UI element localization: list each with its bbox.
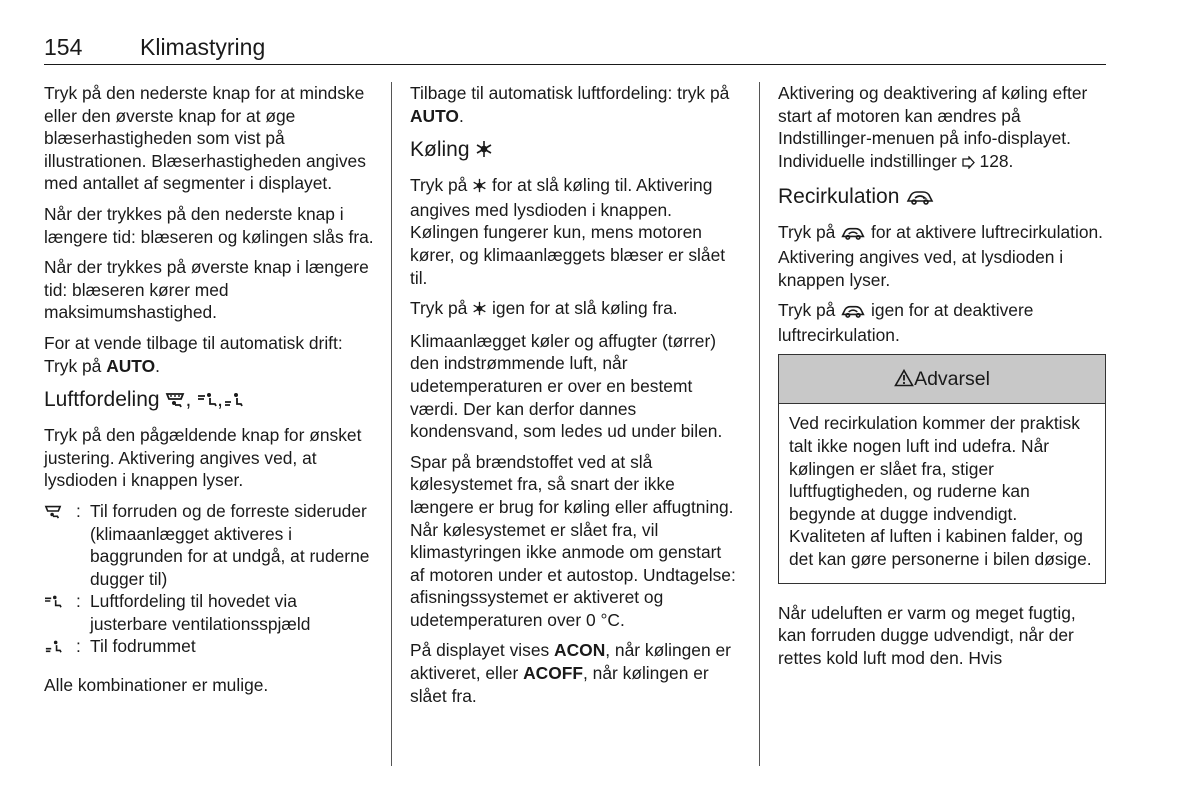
paragraph: Alle kombinationer er mulige. [44,675,269,696]
section-heading-koling [410,137,740,165]
paragraph: Tryk på den pågældende knap for ønsket justering. Aktivering angives ved, at lysdioden i knappen lyser. [44,425,362,491]
section-heading-recirkulation [778,184,1106,212]
paragraph-text: Tilbage til automatisk luftfordeling: tryk på [410,83,730,103]
warning-box [778,354,1106,583]
auto-label: AUTO [106,355,156,376]
paragraph: Når udeluften er varm og meget fugtig, kan forruden dugge udvendigt, når der rettes kold luft mod den. Hvis [778,602,1076,668]
punctuation: . [458,105,464,126]
warning-title: Advarsel [914,368,990,391]
page-header [44,34,1106,65]
windshield-airflow-icon [44,502,62,525]
list-item [44,590,374,635]
paragraph [410,174,740,289]
heading-separator: , [185,388,198,412]
paragraph [410,82,740,127]
punctuation: . [155,355,160,376]
list-colon: : [76,500,81,521]
list-item-text: Luftfordeling til hovedet via justerbare ventilationsspjæld [90,591,311,634]
heading-text: Køling [410,138,470,162]
acoff-label: ACOFF [523,663,583,684]
snowflake-icon [472,299,487,322]
paragraph: Når der trykkes på øverste knap i længere tid: blæseren kører med maksimumshastighed. [44,257,369,323]
column-divider [391,82,392,766]
column-1 [44,82,374,705]
page-title: Klimastyring [140,34,266,60]
column-divider [759,82,760,766]
paragraph-text: , når kølingen er aktiveret, eller [410,640,731,684]
paragraph: Når der trykkes på den nederste knap i længere tid: blæseren og kølingen slås fra. [44,203,374,247]
heading-text: Luftfordeling [44,388,160,412]
paragraph-text: igen for at deaktivere luftrecirkulation. [778,300,1034,345]
paragraph-text: , når kølingen er slået fra. [410,663,709,706]
reference-arrow-icon [962,152,975,175]
paragraph-text: Tryk på [410,298,468,319]
auto-label: AUTO [410,105,459,126]
paragraph-text: For at vende tilbage til automatisk drift: Tryk på [44,332,343,376]
list-colon: : [76,591,81,612]
list-item [44,635,374,660]
list-item-text: Til fodrummet [90,636,196,657]
paragraph-text: for at slå køling til. Aktivering angives med lysdioden i knappen. Kølingen fungerer kun, mens motoren kører, og klimaanlæggets blæser er slået til. [410,175,726,288]
airflow-list [44,500,374,660]
acon-label: ACON [554,640,606,661]
paragraph-text: for at aktivere luftrecirkulation. Aktivering angives ved, at lysdioden i knappen lyser. [778,222,1104,290]
paragraph: Klimaanlægget køler og affugter (tørrer) den indstrømmende luft, når udetemperaturen er over en bestemt værdi. Der kan derfor dannes kondensvand, som ledes ud under bilen. [410,330,723,442]
warning-header [779,355,1105,404]
paragraph [778,299,1106,346]
section-heading-luftfordeling [44,387,374,415]
list-item [44,500,374,590]
paragraph-text: igen for at slå køling fra. [492,298,678,319]
foot-airflow-icon [223,389,243,415]
snowflake-icon [475,139,493,165]
paragraph [410,297,740,322]
paragraph-text: På displayet vises [410,640,550,661]
recirculation-icon [840,223,866,246]
windshield-airflow-icon [165,389,185,415]
punctuation: . [1008,150,1014,171]
heading-text: Recirkulation [778,185,900,209]
paragraph-text: Aktivering og deaktivering af køling efter start af motoren kan ændres på Indstillinger-menuen på info-displayet. Individuelle indstillinger [778,83,1088,171]
paragraph: Tryk på den nederste knap for at mindske eller den øverste knap for at øge blæserhastigheden som vist på illustrationen. Blæserhastigheden angives med antallet af segmenter i displayet. [44,83,366,194]
paragraph: Spar på brændstoffet ved at slå kølesystemet fra, så snart der ikke længere er brug for køling eller affugtning. Når kølesystemet er slået fra, vil klimastyringen ikke anmode om genstart af motoren under et autostop. Undtagelse: afisningssystemet er aktiveret og udetemperaturen over 0 °C. [410,451,736,630]
page-reference: 128 [979,150,1009,171]
paragraph [778,221,1106,291]
list-colon: : [76,636,81,657]
head-airflow-icon [44,592,62,615]
page-number: 154 [44,34,83,60]
list-item-text: Til forruden og de forreste sideruder (klimaanlægget aktiveres i baggrunden for at undgå, at ruderne dugger til) [90,500,370,589]
paragraph-text: Tryk på [778,222,836,243]
recirculation-icon [905,186,935,212]
paragraph [778,82,1106,174]
warning-triangle-icon [894,357,914,405]
foot-airflow-icon [44,637,62,660]
paragraph [44,332,374,377]
heading-separator: , [217,388,223,412]
head-airflow-icon [197,389,217,415]
warning-body: Ved recirkulation kommer der praktisk talt ikke nogen luft ind udefra. Når kølingen er slået fra, stiger luftfugtigheden, og ruderne kan begynde at dugge indvendigt. Kvaliteten af luften i kabinen falder, og det kan gøre personerne i bilen døsige. [789,413,1092,569]
paragraph-text: Tryk på [410,175,468,196]
recirculation-icon [840,301,866,324]
snowflake-icon [472,176,487,199]
paragraph [410,639,740,707]
paragraph-text: Tryk på [778,300,836,321]
column-2 [410,82,740,715]
column-3 [778,82,1106,677]
